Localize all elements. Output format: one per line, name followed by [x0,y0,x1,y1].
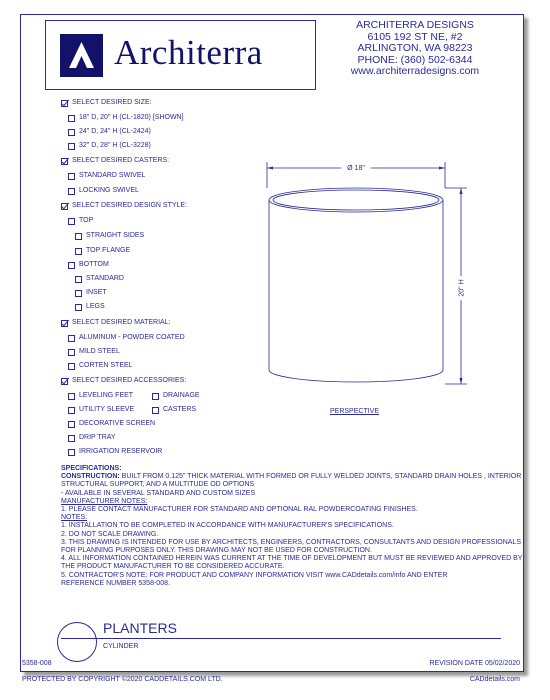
architerra-logo-icon [60,34,103,77]
option-label: 32" D, 28" H (CL-3228) [79,142,151,149]
checkbox[interactable] [61,158,68,165]
title-block-rule [61,638,501,639]
checkbox[interactable] [61,320,68,327]
option-label: CASTERS [163,406,197,413]
option-decorative-screen[interactable] [68,420,155,428]
option-mild-steel[interactable] [68,348,120,356]
notes-heading: NOTES: [61,514,88,522]
company-website: www.architerradesigns.com [350,65,480,77]
option-label: LEVELING FEET [79,392,134,399]
checkbox[interactable] [75,233,82,240]
spec-heading: SPECIFICATIONS: [61,465,122,472]
option-inset[interactable] [75,289,107,297]
arrow-right-icon [439,167,445,170]
checkbox[interactable] [61,100,68,107]
drawing-title: PLANTERS [103,620,177,636]
option-top-flange[interactable] [75,247,130,255]
checkbox[interactable] [152,393,159,400]
logo-box [45,20,316,90]
checkbox[interactable] [68,407,75,414]
option-aluminum[interactable] [68,334,185,342]
note-line: 5. CONTRACTOR'S NOTE: FOR PRODUCT AND COMPANY INFORMATION VISIT www.CADdetails.com/info AND ENTER [61,571,448,579]
company-phone: PHONE: (360) 502-6344 [357,53,473,66]
option-irrigation-reservoir[interactable] [68,448,162,456]
checkbox[interactable] [68,129,75,136]
checkbox[interactable] [68,363,75,370]
company-info [330,20,500,78]
option-label: SELECT DESIRED CASTERS: [72,157,170,164]
option-label: 18" D, 20" H (CL-1820) [SHOWN] [79,114,184,121]
company-city: ARLINGTON, WA 98223 [357,42,473,54]
construction-line [61,473,522,481]
option-size-18[interactable] [68,114,184,122]
checkbox[interactable] [68,188,75,195]
checkbox[interactable] [152,407,159,414]
revision-date: REVISION DATE 05/02/2020 [429,660,520,667]
checkbox[interactable] [68,335,75,342]
option-label: DRIP TRAY [79,434,116,441]
note-line: THE PRODUCT MANUFACTURER TO BE CONSIDERED ACCURATE. [61,563,285,571]
option-straight-sides[interactable] [75,232,144,240]
note-line: REFERENCE NUMBER 5358-008. [61,579,170,587]
checkbox[interactable] [75,304,82,311]
option-drip-tray[interactable] [68,434,116,442]
option-label: STRAIGHT SIDES [86,232,145,239]
option-size-heading[interactable] [61,99,152,107]
drawing-subtitle: CYLINDER [103,643,139,650]
option-casters[interactable] [152,406,196,414]
manufacturer-notes-heading: MANUFACTURER NOTES: [61,497,148,505]
option-label: DECORATIVE SCREEN [79,420,156,427]
checkbox[interactable] [61,203,68,210]
option-label: LOCKING SWIVEL [79,187,139,194]
checkbox[interactable] [68,262,75,269]
company-address: 6105 192 ST NE, #2 [367,30,463,43]
option-size-32[interactable] [68,142,151,150]
option-label: MILD STEEL [79,348,120,355]
arrow-down-icon [460,378,463,384]
checkbox[interactable] [68,421,75,428]
option-label: UTILITY SLEEVE [79,406,135,413]
logo-text: Architerra [114,33,263,72]
option-material-heading[interactable] [61,319,171,327]
option-label: SELECT DESIRED DESIGN STYLE: [72,202,188,209]
option-standard[interactable] [75,275,124,283]
arrow-left-icon [267,167,273,170]
checkbox[interactable] [68,349,75,356]
construction-line-3: - AVAILABLE IN SEVERAL STANDARD AND CUSTOM SIZES [61,489,256,497]
option-design-heading[interactable] [61,202,187,210]
manufacturer-note-1: 1. PLEASE CONTACT MANUFACTURER FOR STANDARD AND OPTIONAL RAL POWDERCOATING FINISHES. [61,506,418,514]
option-label: TOP [79,217,94,224]
option-size-24[interactable] [68,128,151,136]
reference-number: 5358-008 [22,660,52,667]
option-label: STANDARD [86,275,124,282]
option-leveling-feet[interactable] [68,392,133,400]
checkbox[interactable] [68,143,75,150]
company-name: ARCHITERRA DESIGNS [356,19,474,31]
option-drainage[interactable] [152,392,200,400]
copyright-notice: PROTECTED BY COPYRIGHT ©2020 CADDETAILS.COM LTD. [22,676,223,683]
diameter-label: Ø 18" [347,165,365,172]
cylinder-bottom-edge [269,370,443,382]
option-label: SELECT DESIRED SIZE: [72,99,152,106]
option-bottom[interactable] [68,261,109,269]
option-label: DRAINAGE [163,392,200,399]
option-casters-heading[interactable] [61,157,169,165]
option-label: SELECT DESIRED ACCESSORIES: [72,377,187,384]
planter-perspective-drawing [255,158,475,403]
height-label: 20" H [458,279,466,297]
option-label: LEGS [86,303,105,310]
option-label: IRRIGATION RESERVOIR [79,448,163,455]
option-label: SELECT DESIRED MATERIAL: [72,319,171,326]
construction-text: BUILT FROM 0.125" THICK MATERIAL WITH FORMED OR FULLY WELDED JOINTS, STANDARD DRAIN HOLES , INTERIOR [119,473,522,481]
checkbox[interactable] [75,290,82,297]
note-line: 1. INSTALLATION TO BE COMPLETED IN ACCORDANCE WITH MANUFACTURER'S SPECIFICATIONS. [61,522,394,530]
checkbox[interactable] [68,435,75,442]
checkbox[interactable] [68,115,75,122]
title-block-circle [57,622,97,662]
arrow-up-icon [460,188,463,194]
option-label: INSET [86,289,107,296]
option-label: ALUMINUM - POWDER COATED [79,334,185,341]
note-line: 2. DO NOT SCALE DRAWING. [61,530,159,538]
checkbox[interactable] [68,449,75,456]
caddetails-site[interactable]: CADdetails.com [469,676,520,683]
checkbox[interactable] [61,378,68,385]
option-accessories-heading[interactable] [61,377,186,385]
checkbox[interactable] [68,173,75,180]
option-label: TOP FLANGE [86,247,131,254]
construction-label: CONSTRUCTION: [61,473,120,481]
note-line: 4. ALL INFORMATION CONTAINED HEREIN WAS CURRENT AT THE TIME OF DEVELOPMENT BUT MUST BE REVIEWED AND APPROVED BY [61,555,523,563]
option-corten-steel[interactable] [68,362,133,370]
note-line: FOR PLANNING PURPOSES ONLY. THIS DRAWING MAY NOT BE USED FOR CONSTRUCTION. [61,547,372,555]
option-label: CORTEN STEEL [79,362,133,369]
option-label: BOTTOM [79,261,109,268]
option-top[interactable] [68,217,93,225]
checkbox[interactable] [68,218,75,225]
perspective-label: PERSPECTIVE [330,408,380,415]
checkbox[interactable] [68,393,75,400]
cylinder-top-outer [269,188,443,212]
option-locking-swivel[interactable] [68,187,139,195]
option-legs[interactable] [75,303,105,311]
option-utility-sleeve[interactable] [68,406,134,414]
construction-line-2: STRUCTURAL SUPPORT, AND A MULTITUDE OD OPTIONS [61,481,255,489]
option-label: STANDARD SWIVEL [79,172,146,179]
option-standard-swivel[interactable] [68,172,145,180]
note-line: 3. THIS DRAWING IS INTENDED FOR USE BY ARCHITECTS, ENGINEERS, CONTRACTORS, CONSULTANTS AND DESIGN PROFESSIONALS [61,538,521,546]
option-label: 24" D, 24" H (CL-2424) [79,128,151,135]
checkbox[interactable] [75,248,82,255]
cylinder-top-inner [273,190,439,210]
notes-section [61,465,523,588]
checkbox[interactable] [75,276,82,283]
